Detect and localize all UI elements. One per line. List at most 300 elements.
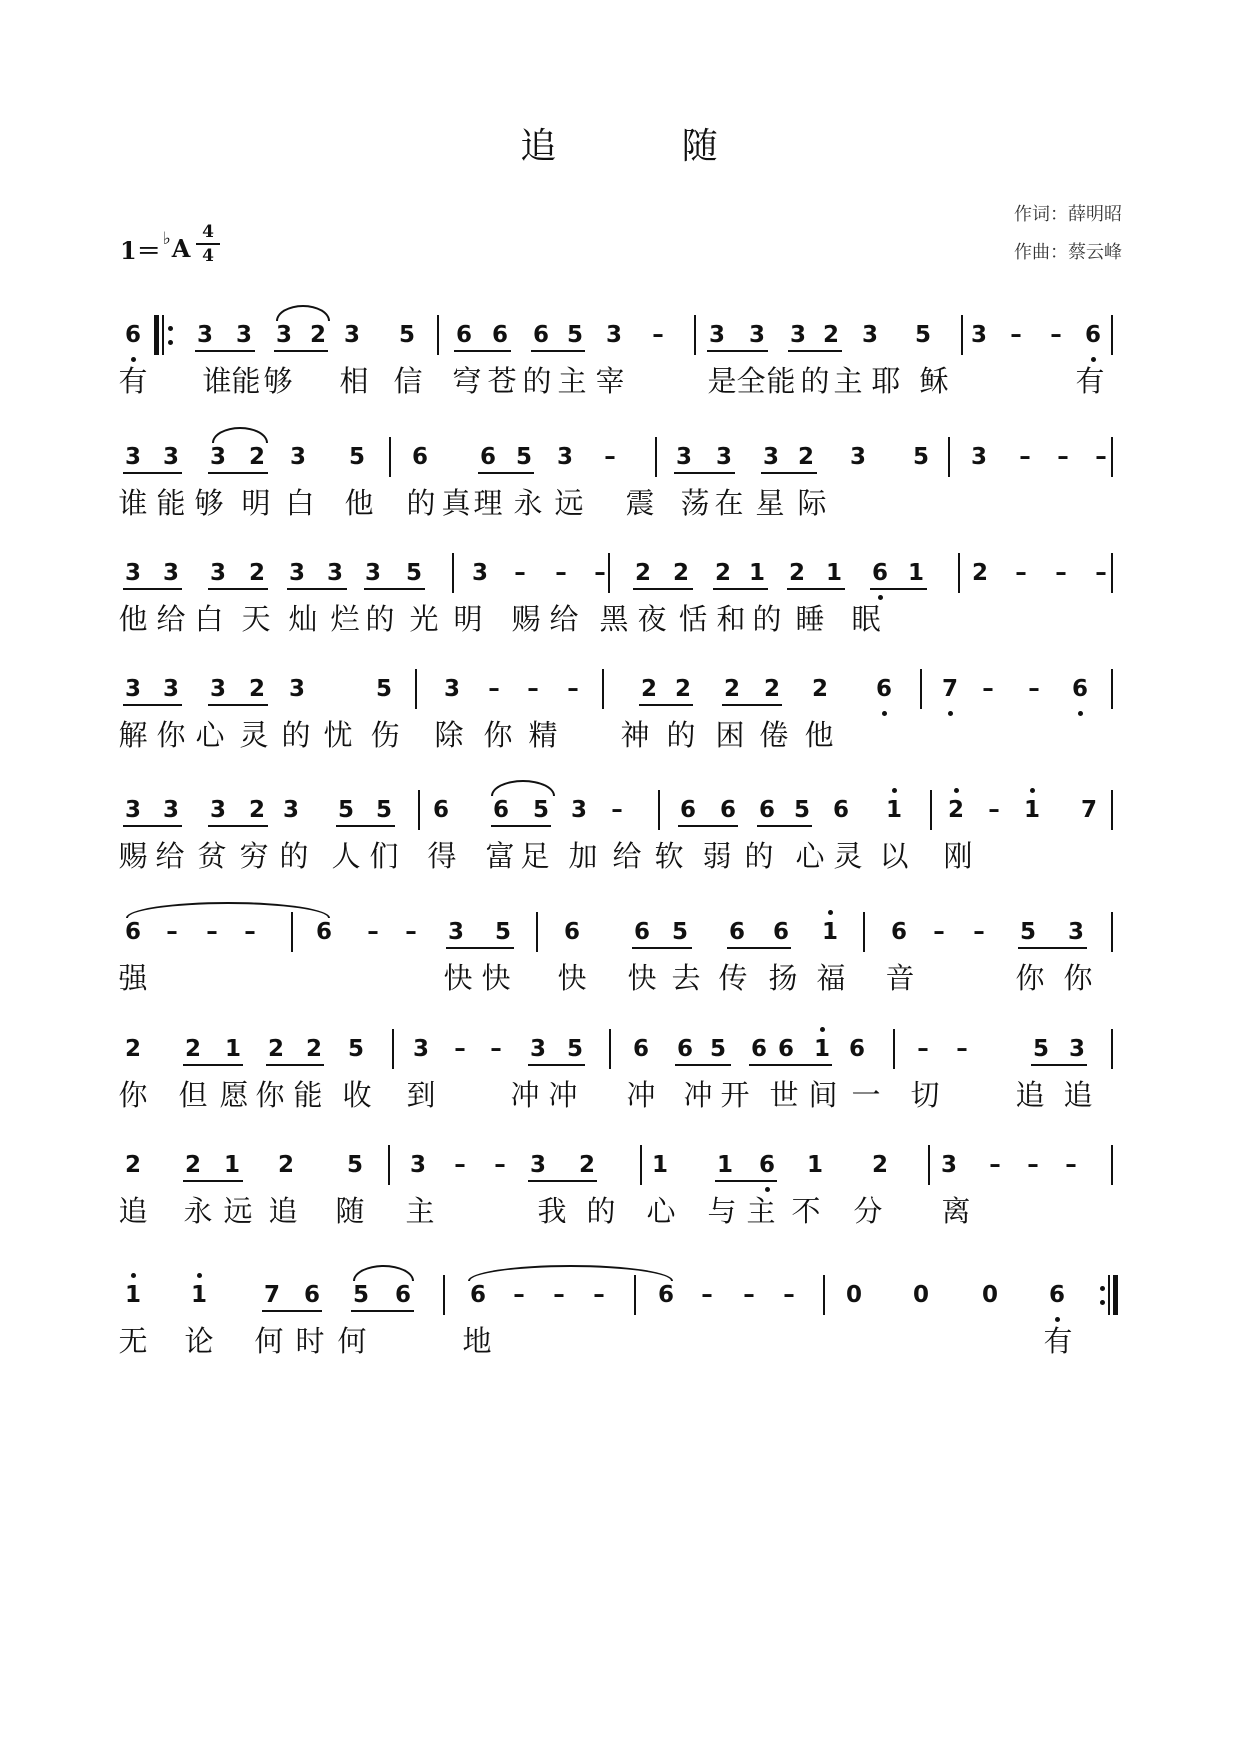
lyric-character: 宰 (595, 364, 625, 398)
barline (640, 1145, 642, 1185)
repeat-dot (168, 340, 173, 345)
jianpu-note: – (490, 1036, 502, 1062)
jianpu-note: 5 (375, 676, 392, 702)
beam-underline (195, 350, 255, 352)
beam-underline (446, 947, 514, 949)
jianpu-note: – (1055, 560, 1067, 586)
barline (863, 912, 865, 952)
barline (608, 553, 610, 593)
lyric-character: 明 (241, 486, 271, 520)
lyric-character: 你 (483, 718, 513, 752)
jianpu-note: – (454, 1152, 466, 1178)
time-denominator: 4 (202, 246, 214, 266)
octave-dot-below (1091, 357, 1096, 362)
lyric-character: 福 (816, 961, 846, 995)
jianpu-note: – (1057, 444, 1069, 470)
lyric-character: 开 (720, 1078, 750, 1112)
jianpu-note: 0 (981, 1282, 998, 1308)
jianpu-note: – (553, 1282, 565, 1308)
jianpu-note: 2 (124, 1152, 141, 1178)
barline (928, 1145, 930, 1185)
jianpu-note: – (988, 797, 1000, 823)
beam-underline (787, 588, 845, 590)
lyric-character: 世 (769, 1078, 799, 1112)
beam-underline (491, 825, 551, 827)
jianpu-note: – (1050, 322, 1062, 348)
lyric-character: 给 (612, 839, 642, 873)
octave-dot-above (1030, 788, 1035, 793)
repeat-end-thin-bar (1108, 1275, 1110, 1315)
jianpu-note: 2 (640, 676, 657, 702)
lyric-character: 永 (513, 486, 543, 520)
lyric-character: 穹 (452, 364, 482, 398)
lyric-character: 刚 (943, 839, 973, 873)
lyric-character: 远 (554, 486, 584, 520)
beam-underline (707, 350, 768, 352)
jianpu-note: 6 (848, 1036, 865, 1062)
jianpu-note: 3 (412, 1036, 429, 1062)
jianpu-note: 3 (275, 322, 292, 348)
lyric-character: 灵 (239, 718, 269, 752)
octave-dot-below (882, 711, 887, 716)
jianpu-note: 3 (162, 560, 179, 586)
music-system (0, 659, 1240, 767)
jianpu-note: 5 (346, 1152, 363, 1178)
lyric-character: 伤 (370, 718, 400, 752)
jianpu-note: 1 (748, 560, 765, 586)
tie-arc (126, 902, 330, 918)
lyric-character: 星 (755, 486, 785, 520)
lyric-character: 快 (627, 961, 657, 995)
jianpu-note: – (1010, 322, 1022, 348)
lyric-character: 够 (194, 486, 224, 520)
beam-underline (722, 704, 782, 706)
lyric-character: 给 (155, 839, 185, 873)
jianpu-note: 0 (845, 1282, 862, 1308)
jianpu-note: – (555, 560, 567, 586)
jianpu-note: 5 (671, 919, 688, 945)
jianpu-note: 6 (632, 1036, 649, 1062)
barline (1111, 1145, 1113, 1185)
jianpu-note: 2 (267, 1036, 284, 1062)
jianpu-note: 3 (209, 560, 226, 586)
time-numerator: 4 (202, 222, 214, 242)
jianpu-note: – (594, 560, 606, 586)
jianpu-note: 3 (762, 444, 779, 470)
jianpu-note: 2 (723, 676, 740, 702)
jianpu-note: 6 (633, 919, 650, 945)
lyric-character: 他 (118, 602, 148, 636)
tie-arc (353, 1265, 414, 1281)
beam-underline (351, 1310, 414, 1312)
jianpu-note: 6 (315, 919, 332, 945)
lyric-character: 穷 (239, 839, 269, 873)
lyric-character: 以 (879, 839, 909, 873)
beam-underline (336, 825, 395, 827)
lyric-character: 有 (1043, 1324, 1073, 1358)
jianpu-note: 1 (224, 1036, 241, 1062)
jianpu-note: – (1065, 1152, 1077, 1178)
lyric-character: 加 (568, 839, 598, 873)
jianpu-note: – (604, 444, 616, 470)
lyric-character: 理 (473, 486, 503, 520)
jianpu-note: 5 (566, 322, 583, 348)
lyric-character: 天 (241, 602, 271, 636)
beam-underline (1018, 947, 1087, 949)
beam-underline (528, 1064, 585, 1066)
jianpu-note: 6 (875, 676, 892, 702)
repeat-start-thin-bar (162, 315, 164, 355)
lyric-character: 切 (910, 1078, 940, 1112)
barline (948, 437, 950, 477)
jianpu-note: 3 (443, 676, 460, 702)
lyric-character: 贫 (197, 839, 227, 873)
jianpu-note: – (454, 1036, 466, 1062)
barline (694, 315, 696, 355)
jianpu-note: 6 (394, 1282, 411, 1308)
lyric-character: 际 (797, 486, 827, 520)
lyric-character: 到 (406, 1078, 436, 1112)
jianpu-note: 3 (343, 322, 360, 348)
jianpu-note: 3 (789, 322, 806, 348)
lyric-character: 快 (557, 961, 587, 995)
jianpu-note: 2 (674, 676, 691, 702)
lyric-character: 耶 (871, 364, 901, 398)
lyric-character: 光 (409, 602, 439, 636)
jianpu-note: 2 (714, 560, 731, 586)
beam-underline (287, 588, 347, 590)
jianpu-note: 1 (907, 560, 924, 586)
jianpu-note: 6 (871, 560, 888, 586)
lyric-character: 能 (766, 364, 796, 398)
lyric-character: 的 (586, 1194, 616, 1228)
jianpu-note: 6 (124, 322, 141, 348)
lyric-character: 有 (118, 364, 148, 398)
repeat-dot (168, 326, 173, 331)
beam-underline (183, 1064, 243, 1066)
lyric-character: 你 (156, 718, 186, 752)
lyric-character: 与 (707, 1194, 737, 1228)
jianpu-note: 6 (777, 1036, 794, 1062)
lyric-character: 恬 (678, 602, 708, 636)
jianpu-note: 5 (398, 322, 415, 348)
jianpu-note: 3 (209, 444, 226, 470)
lyric-character: 愿 (219, 1078, 249, 1112)
jianpu-note: 6 (303, 1282, 320, 1308)
lyric-character: 一 (851, 1078, 881, 1112)
lyric-character: 心 (195, 718, 225, 752)
jianpu-note: 1 (223, 1152, 240, 1178)
beam-underline (715, 1180, 777, 1182)
lyric-character: 分 (853, 1194, 883, 1228)
jianpu-note: – (989, 1152, 1001, 1178)
jianpu-note: 5 (515, 444, 532, 470)
lyric-character: 倦 (759, 718, 789, 752)
jianpu-note: – (652, 322, 664, 348)
jianpu-note: – (488, 676, 500, 702)
jianpu-note: – (166, 919, 178, 945)
music-system (0, 1019, 1240, 1127)
music-system (0, 1135, 1240, 1243)
beam-underline (274, 350, 328, 352)
beam-underline (528, 1180, 597, 1182)
jianpu-note: 5 (337, 797, 354, 823)
jianpu-note: 3 (289, 444, 306, 470)
beam-underline (633, 588, 693, 590)
jianpu-note: 5 (793, 797, 810, 823)
jianpu-note: – (611, 797, 623, 823)
jianpu-note: 6 (728, 919, 745, 945)
jianpu-note: – (743, 1282, 755, 1308)
jianpu-note: 3 (447, 919, 464, 945)
lyric-character: 主 (405, 1194, 435, 1228)
barline (388, 1145, 390, 1185)
barline (823, 1275, 825, 1315)
barline (443, 1275, 445, 1315)
jianpu-note: 6 (750, 1036, 767, 1062)
lyric-character: 够 (263, 364, 293, 398)
lyric-character: 去 (671, 961, 701, 995)
lyric-character: 的 (279, 839, 309, 873)
jianpu-note: 3 (861, 322, 878, 348)
jianpu-note: 3 (409, 1152, 426, 1178)
lyric-character: 主 (833, 364, 863, 398)
jianpu-note: 2 (124, 1036, 141, 1062)
jianpu-note: 2 (788, 560, 805, 586)
jianpu-note: 1 (825, 560, 842, 586)
lyric-character: 和 (716, 602, 746, 636)
lyric-character: 是 (707, 364, 737, 398)
jianpu-note: 5 (914, 322, 931, 348)
beam-underline (531, 350, 585, 352)
lyric-character: 他 (804, 718, 834, 752)
beam-underline (674, 472, 735, 474)
jianpu-note: 5 (709, 1036, 726, 1062)
composer-credit: 作曲：蔡云峰 (1014, 242, 1122, 263)
jianpu-note: 6 (1048, 1282, 1065, 1308)
jianpu-note: 2 (277, 1152, 294, 1178)
jianpu-note: 3 (556, 444, 573, 470)
lyric-character: 强 (118, 961, 148, 995)
jianpu-note: – (917, 1036, 929, 1062)
jianpu-note: 1 (651, 1152, 668, 1178)
song-title: 追 随 (520, 126, 720, 167)
lyric-character: 弱 (702, 839, 732, 873)
octave-dot-below (131, 357, 136, 362)
jianpu-note: 1 (716, 1152, 733, 1178)
jianpu-note: 3 (162, 444, 179, 470)
jianpu-note: 3 (124, 560, 141, 586)
jianpu-note: 1 (813, 1036, 830, 1062)
beam-underline (675, 1064, 731, 1066)
beam-underline (761, 472, 817, 474)
barline (1111, 315, 1113, 355)
lyric-character: 得 (427, 839, 457, 873)
jianpu-note: 7 (263, 1282, 280, 1308)
lyric-character: 我 (537, 1194, 567, 1228)
jianpu-note: 5 (1019, 919, 1036, 945)
lyric-character: 音 (885, 961, 915, 995)
lyric-character: 传 (718, 961, 748, 995)
barline (1111, 790, 1113, 830)
tie-arc (276, 305, 330, 321)
lyric-character: 富 (485, 839, 515, 873)
jianpu-note: – (701, 1282, 713, 1308)
jianpu-note: – (206, 919, 218, 945)
beam-underline (208, 825, 268, 827)
beam-underline (183, 1180, 243, 1182)
beam-underline (713, 588, 768, 590)
music-system (0, 780, 1240, 888)
lyric-character: 何 (337, 1324, 367, 1358)
octave-dot-above (828, 910, 833, 915)
octave-dot-below (765, 1187, 770, 1192)
lyric-character: 在 (714, 486, 744, 520)
barline (389, 437, 391, 477)
beam-underline (454, 350, 511, 352)
beam-underline (123, 588, 182, 590)
jianpu-note: 3 (1067, 919, 1084, 945)
barline (392, 1029, 394, 1069)
barline (961, 315, 963, 355)
lyric-character: 追 (268, 1194, 298, 1228)
time-signature (196, 222, 220, 266)
tie-arc (491, 780, 555, 796)
jianpu-note: 3 (124, 676, 141, 702)
beam-underline (123, 704, 182, 706)
barline (658, 790, 660, 830)
jianpu-note: – (1019, 444, 1031, 470)
jianpu-note: 1 (806, 1152, 823, 1178)
key-prefix: 1＝ (120, 235, 161, 265)
jianpu-note: 2 (305, 1036, 322, 1062)
barline (930, 790, 932, 830)
lyric-character: 忧 (323, 718, 353, 752)
octave-dot-below (1055, 1317, 1060, 1322)
jianpu-note: 3 (471, 560, 488, 586)
lyric-character: 追 (1063, 1078, 1093, 1112)
octave-dot-above (892, 788, 897, 793)
jianpu-note: 5 (566, 1036, 583, 1062)
music-system (0, 902, 1240, 1010)
beam-underline (727, 947, 791, 949)
jianpu-note: 5 (532, 797, 549, 823)
octave-dot-above (820, 1027, 825, 1032)
jianpu-note: 3 (282, 797, 299, 823)
lyric-character: 给 (156, 602, 186, 636)
lyric-character: 地 (462, 1324, 492, 1358)
jianpu-note: – (1027, 1152, 1039, 1178)
jianpu-note: 2 (184, 1152, 201, 1178)
lyric-character: 烂 (330, 602, 360, 636)
jianpu-note: 6 (532, 322, 549, 348)
lyric-character: 黑 (599, 602, 629, 636)
beam-underline (123, 825, 182, 827)
lyric-character: 灿 (288, 602, 318, 636)
barline (958, 553, 960, 593)
jianpu-note: – (367, 919, 379, 945)
jianpu-note: 3 (209, 797, 226, 823)
jianpu-note: 2 (763, 676, 780, 702)
jianpu-note: 3 (124, 444, 141, 470)
jianpu-note: – (982, 676, 994, 702)
jianpu-note: 3 (235, 322, 252, 348)
jianpu-note: – (1015, 560, 1027, 586)
lyric-character: 冲 (626, 1078, 656, 1112)
jianpu-note: 6 (124, 919, 141, 945)
lyric-character: 冲 (683, 1078, 713, 1112)
tie-arc (212, 427, 268, 443)
jianpu-note: 3 (675, 444, 692, 470)
lyric-character: 有 (1075, 364, 1105, 398)
jianpu-note: 2 (578, 1152, 595, 1178)
lyric-character: 能 (156, 486, 186, 520)
lyric-character: 何 (254, 1324, 284, 1358)
jianpu-note: 1 (124, 1282, 141, 1308)
beam-underline (208, 704, 268, 706)
jianpu-note: – (956, 1036, 968, 1062)
jianpu-note: 3 (570, 797, 587, 823)
jianpu-note: 2 (248, 797, 265, 823)
lyric-character: 随 (335, 1194, 365, 1228)
jianpu-note: – (567, 676, 579, 702)
lyric-character: 稣 (919, 364, 949, 398)
lyric-character: 的 (666, 718, 696, 752)
lyric-character: 精 (528, 718, 558, 752)
lyric-character: 谁 (118, 486, 148, 520)
music-system (0, 427, 1240, 535)
jianpu-note: 2 (248, 560, 265, 586)
barline (536, 912, 538, 952)
jianpu-note: 3 (326, 560, 343, 586)
jianpu-note: 6 (469, 1282, 486, 1308)
octave-dot-below (1078, 711, 1083, 716)
jianpu-note: 3 (196, 322, 213, 348)
barline (1111, 1029, 1113, 1069)
jianpu-note: 2 (871, 1152, 888, 1178)
barline (609, 1029, 611, 1069)
lyric-character: 能 (231, 364, 261, 398)
beam-underline (639, 704, 693, 706)
key-letter: A (171, 233, 191, 263)
jianpu-note: 3 (162, 676, 179, 702)
jianpu-note: 6 (832, 797, 849, 823)
beam-underline (632, 947, 692, 949)
lyric-character: 间 (808, 1078, 838, 1112)
lyric-character: 白 (194, 602, 224, 636)
jianpu-note: 2 (248, 676, 265, 702)
jianpu-note: 6 (411, 444, 428, 470)
jianpu-note: 2 (634, 560, 651, 586)
jianpu-note: 3 (124, 797, 141, 823)
barline (634, 1275, 636, 1315)
lyric-character: 但 (178, 1078, 208, 1112)
lyric-character: 软 (654, 839, 684, 873)
jianpu-note: 1 (190, 1282, 207, 1308)
lyric-character: 你 (255, 1078, 285, 1112)
beam-underline (123, 472, 182, 474)
jianpu-note: 5 (375, 797, 392, 823)
barline (602, 669, 604, 709)
beam-underline (478, 472, 534, 474)
lyric-character: 冲 (510, 1078, 540, 1112)
music-system (0, 305, 1240, 413)
lyric-character: 无 (118, 1324, 148, 1358)
jianpu-note: 5 (912, 444, 929, 470)
jianpu-note: 2 (947, 797, 964, 823)
music-system (0, 543, 1240, 651)
barline (920, 669, 922, 709)
